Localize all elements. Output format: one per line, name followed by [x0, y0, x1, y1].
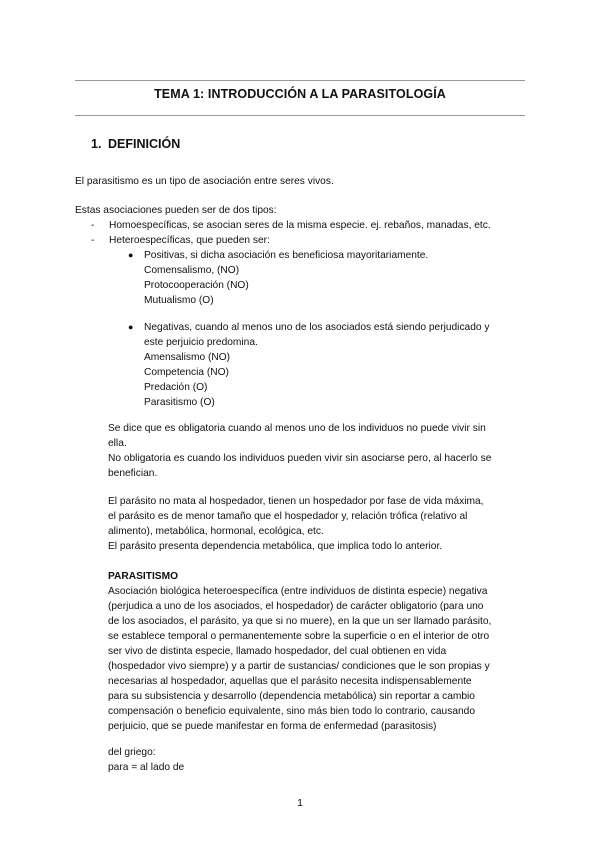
negative-item: Parasitismo (O)	[144, 397, 215, 408]
text-line: para su subsistencia y desarrollo (dependencia metabólica) sin reportar a cambio	[108, 691, 475, 702]
text-line: perjuicio, que se puede manifestar en forma de enfermedad (parasitosis)	[108, 721, 437, 732]
negative-item: Predación (O)	[144, 382, 208, 393]
text-line: el parásito es de menor tamaño que el hospedador y, relación trófica (relativo al	[108, 511, 468, 522]
etymology	[108, 745, 184, 775]
section-number: 1.	[91, 137, 102, 151]
positive-item: Protocooperación (NO)	[144, 280, 249, 291]
intro-paragraph: El parasitismo es un tipo de asociación entre seres vivos.	[75, 176, 334, 187]
type-homo: Homoespecíficas, se asocian seres de la misma especie. ej. rebaños, manadas, etc.	[109, 220, 491, 231]
list-item	[125, 320, 489, 410]
obligatory-paragraph	[108, 421, 491, 481]
top-rule	[75, 80, 525, 81]
text-line: El parásito presenta dependencia metabólica, que implica todo lo anterior.	[108, 541, 443, 552]
positive-description: Positivas, si dicha asociación es beneficiosa mayoritariamente.	[144, 250, 429, 261]
list-item	[91, 233, 491, 248]
text-line: de los asociados, el parásito, ya que si no muere), en la que un ser llamado parásito,	[108, 616, 492, 627]
section-heading	[91, 137, 180, 151]
text-line: compensación o beneficio equivalente, sino más bien todo lo contrario, causando	[108, 706, 475, 717]
positive-group	[125, 248, 428, 308]
types-lead: Estas asociaciones pueden ser de dos tipos:	[75, 205, 277, 216]
type-hetero: Heteroespecíficas, que pueden ser:	[109, 235, 270, 246]
text-line: del griego:	[108, 747, 156, 758]
page-number: 1	[297, 797, 303, 809]
positive-item: Comensalismo, (NO)	[144, 265, 240, 276]
list-item	[91, 218, 491, 233]
text-line: necesarias al hospedador, aquellas que el parásito necesita indispensablemente	[108, 676, 472, 687]
text-line: El parásito no mata al hospedador, tienen un hospedador por fase de vida máxima,	[108, 496, 484, 507]
bullet-icon: ●	[128, 250, 134, 260]
negative-description: este perjuicio predomina.	[144, 337, 258, 348]
text-line: alimento), metabólica, hormonal, ecológica, etc.	[108, 526, 324, 537]
list-item	[125, 248, 428, 308]
parasitismo-heading: PARASITISMO	[108, 571, 178, 582]
negative-group	[125, 320, 489, 410]
text-line: ella.	[108, 438, 127, 449]
title-rule	[75, 115, 525, 116]
types-list	[91, 218, 491, 248]
text-line: se establece temporal o permanentemente sobre la superficie o en el interior de otro	[108, 631, 490, 642]
positive-item: Mutualismo (O)	[144, 295, 214, 306]
negative-item: Competencia (NO)	[144, 367, 229, 378]
text-line: para = al lado de	[108, 762, 185, 773]
text-line: Se dice que es obligatoria cuando al menos uno de los individuos no puede vivir sin	[108, 423, 486, 434]
text-line: ser vivo de distinta especie, llamado hospedador, del cual obtienen en vida	[108, 646, 447, 657]
bullet-icon: ●	[128, 322, 134, 332]
text-line: benefician.	[108, 468, 158, 479]
text-line: (hospedador vivo siempre) y a partir de sustancias/ condiciones que le son propias y	[108, 661, 490, 672]
negative-item: Amensalismo (NO)	[144, 352, 231, 363]
text-line: No obligatoria es cuando los individuos pueden vivir sin asociarse pero, al hacerlo se	[108, 453, 492, 464]
negative-description: Negativas, cuando al menos uno de los asociados está siendo perjudicado y	[144, 322, 490, 333]
dash-marker: -	[91, 220, 95, 231]
parasitismo-section	[108, 569, 491, 734]
page-title: TEMA 1: INTRODUCCIÓN A LA PARASITOLOGÍA	[154, 87, 446, 101]
dash-marker: -	[91, 235, 95, 246]
parasite-paragraph	[108, 494, 483, 554]
text-line: (perjudica a uno de los asociados, el hospedador) de carácter obligatorio (para uno	[108, 601, 484, 612]
section-title: DEFINICIÓN	[108, 137, 181, 151]
text-line: Asociación biológica heteroespecífica (entre individuos de distinta especie) negativa	[108, 586, 488, 597]
